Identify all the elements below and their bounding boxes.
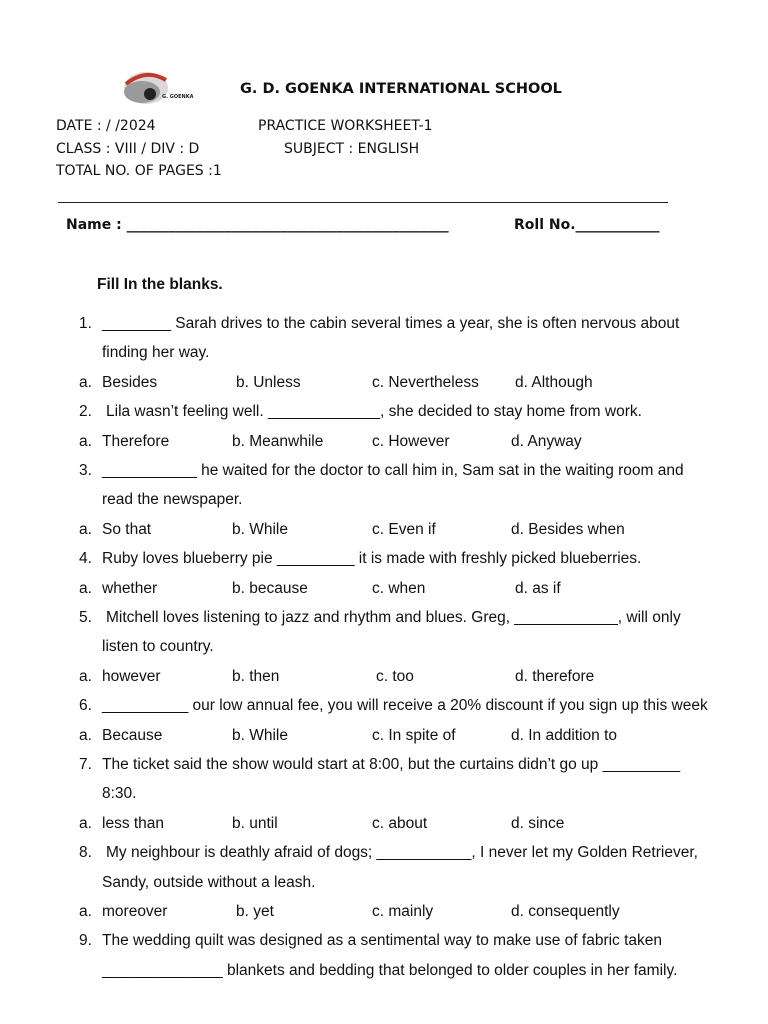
roll-number-field: Roll No.____________ <box>514 217 660 233</box>
answer-option: Besides <box>102 373 158 391</box>
answer-option: c. too <box>376 667 414 685</box>
option-letter: a. <box>79 903 92 920</box>
answer-option: less than <box>102 814 165 832</box>
answer-option: c. about <box>372 814 428 832</box>
answer-option: c. mainly <box>372 903 434 920</box>
svg-text:G. GOENKA: G. GOENKA <box>162 94 194 100</box>
question-text: Mitchell loves listening to jazz and rhythm and blues. Greg, ____________, will only <box>106 609 681 626</box>
answer-option: d. therefore <box>515 667 595 685</box>
answer-option: b. because <box>232 579 308 597</box>
worksheet-title: PRACTICE WORKSHEET-1 <box>258 118 433 134</box>
question-text: The wedding quilt was designed as a sentimental way to make use of fabric taken <box>102 932 663 950</box>
answer-option: d. In addition to <box>511 726 617 744</box>
answer-option: So that <box>102 520 152 538</box>
question-text: __________ our low annual fee, you will receive a 20% discount if you sign up this week <box>102 697 708 715</box>
question-number: 1. <box>79 315 92 332</box>
question-number: 6. <box>79 697 92 715</box>
date-field: DATE : / /2024 <box>56 118 156 134</box>
school-name: G. D. GOENKA INTERNATIONAL SCHOOL <box>240 81 562 97</box>
answer-option: b. then <box>232 667 280 685</box>
question-text: Sandy, outside without a leash. <box>102 873 316 891</box>
answer-option: b. Meanwhile <box>232 432 324 450</box>
answer-option: d. since <box>511 814 565 832</box>
question-number: 7. <box>79 756 92 773</box>
answer-option: c. Even if <box>372 520 436 538</box>
answer-option: d. consequently <box>511 903 620 920</box>
question-text: read the newspaper. <box>102 491 243 509</box>
option-letter: a. <box>79 373 92 391</box>
answer-option: d. Anyway <box>511 432 582 450</box>
question-text: The ticket said the show would start at 8:00, but the curtains didn’t go up _________ <box>102 756 681 773</box>
question-text: Ruby loves blueberry pie _________ it is made with freshly picked blueberries. <box>102 550 642 568</box>
answer-option: b. until <box>232 814 278 832</box>
question-text: finding her way. <box>102 344 210 362</box>
option-letter: a. <box>79 667 92 685</box>
answer-option: c. when <box>372 579 426 597</box>
option-letter: a. <box>79 579 92 597</box>
answer-option: however <box>102 667 161 685</box>
answer-option: d. Although <box>515 373 593 391</box>
question-number: 4. <box>79 550 92 568</box>
question-number: 9. <box>79 932 92 950</box>
answer-option: whether <box>102 579 158 597</box>
instruction-heading: Fill In the blanks. <box>97 276 223 293</box>
question-number: 3. <box>79 462 92 479</box>
name-field: Name : ______________________________________________ <box>66 217 449 233</box>
class-field: CLASS : VIII / DIV : D <box>56 141 200 157</box>
question-text: My neighbour is deathly afraid of dogs; ___________, I never let my Golden Retriever, <box>106 844 698 862</box>
answer-option: c. Nevertheless <box>372 373 479 391</box>
question-number: 8. <box>79 844 92 862</box>
answer-option: b. While <box>232 520 288 538</box>
question-text: listen to country. <box>102 638 214 656</box>
answer-option: b. Unless <box>236 373 301 391</box>
answer-option: moreover <box>102 903 168 920</box>
question-text: 8:30. <box>102 785 137 803</box>
answer-option: Because <box>102 726 163 744</box>
question-text: ______________ blankets and bedding that belonged to older couples in her family. <box>102 961 678 979</box>
answer-option: b. While <box>232 726 288 744</box>
header-divider <box>58 202 668 203</box>
school-logo <box>112 64 204 114</box>
option-letter: a. <box>79 432 92 450</box>
option-letter: a. <box>79 520 92 538</box>
total-pages: TOTAL NO. OF PAGES :1 <box>56 163 222 179</box>
option-letter: a. <box>79 726 92 744</box>
answer-option: Therefore <box>102 432 170 450</box>
subject-field: SUBJECT : ENGLISH <box>284 141 420 157</box>
answer-option: c. However <box>372 432 450 450</box>
answer-option: d. Besides when <box>511 520 625 538</box>
answer-option: c. In spite of <box>372 726 456 744</box>
question-number: 5. <box>79 609 92 626</box>
question-text: ___________ he waited for the doctor to call him in, Sam sat in the waiting room and <box>102 462 684 479</box>
question-text: Lila wasn’t feeling well. _____________, she decided to stay home from work. <box>106 403 642 421</box>
question-number: 2. <box>79 403 92 421</box>
answer-option: d. as if <box>515 579 561 597</box>
option-letter: a. <box>79 814 92 832</box>
question-text: ________ Sarah drives to the cabin several times a year, she is often nervous about <box>102 315 680 332</box>
answer-option: b. yet <box>236 903 274 920</box>
